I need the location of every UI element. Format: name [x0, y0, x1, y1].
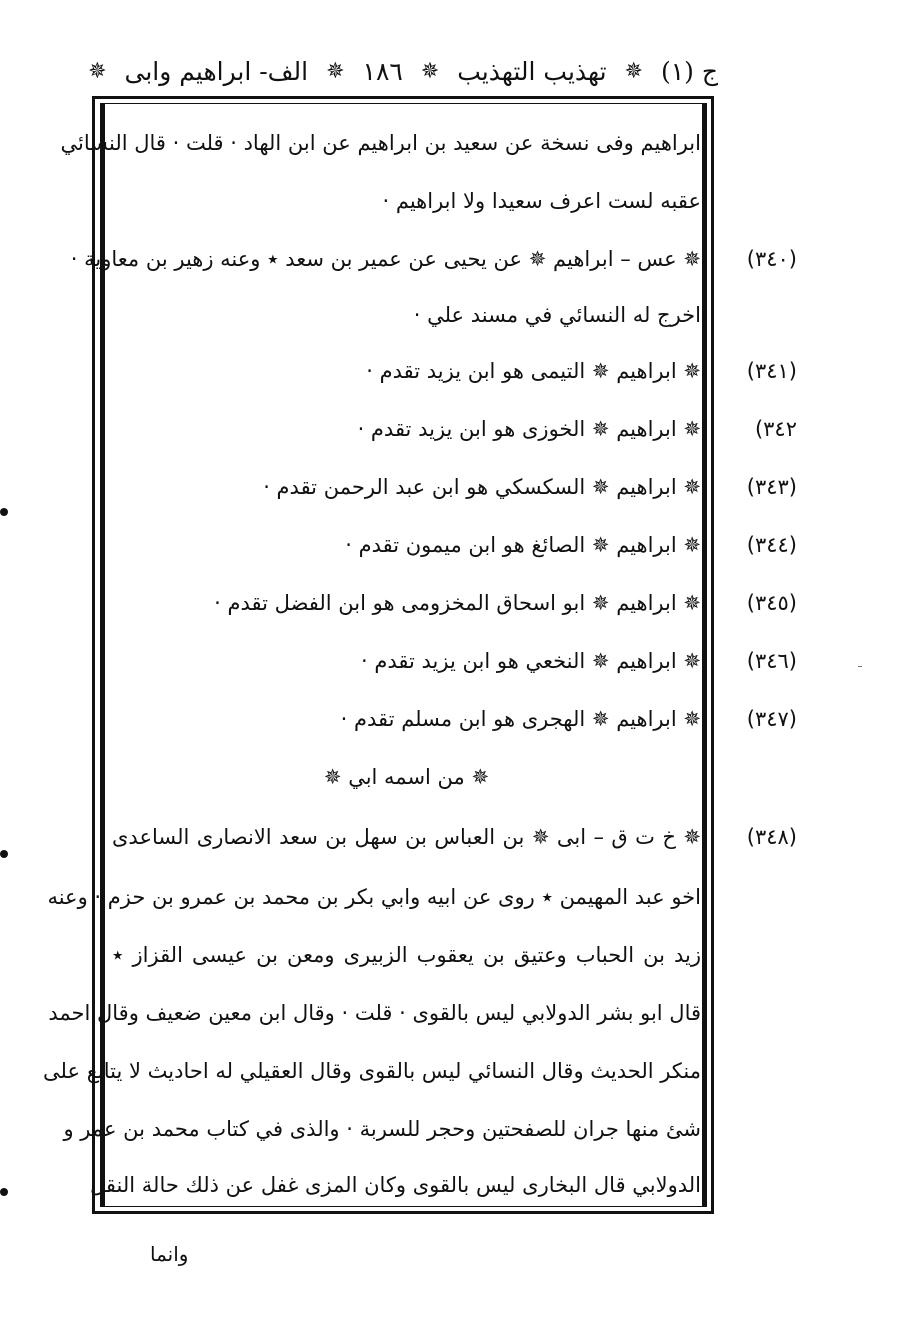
- line-text: قال ابو بشر الدولابي ليس بالقوى · قلت · وقال ابن معين ضعيف وقال احمد: [48, 1001, 701, 1025]
- star-ornament-icon: ✵: [591, 417, 610, 441]
- entry-number: (٣٤٤): [746, 533, 797, 557]
- star-ornament-icon: ✵: [683, 359, 701, 383]
- star-ornament-icon: ✵: [624, 58, 643, 84]
- star-ornament-icon: ✵: [683, 417, 701, 441]
- star-ornament-icon: ✵: [683, 825, 701, 849]
- entry-text: الصائغ هو ابن ميمون تقدم ·: [345, 533, 586, 557]
- line-text: ابراهيم وفى نسخة عن سعيد بن ابراهيم عن ابن الهاد · قلت · قال النسائي: [60, 131, 701, 155]
- section-heading-text: من اسمه ابي: [348, 765, 465, 789]
- line-text: اخرج له النسائي في مسند علي ·: [413, 303, 701, 327]
- entry-text: السكسكي هو ابن عبد الرحمن تقدم ·: [263, 475, 586, 499]
- entry-line: [214, 588, 701, 618]
- star-ornament-icon: ✵: [591, 533, 610, 557]
- entry-name: ابراهيم: [616, 591, 677, 615]
- star-ornament-icon: ✵: [88, 58, 107, 84]
- entry-number: (٣٤٥): [746, 591, 797, 615]
- catchword: وانما: [150, 1242, 189, 1266]
- line-text: منكر الحديث وقال النسائي ليس بالقوى وقال العقيلي له احاديث لا يتابع على: [43, 1059, 701, 1083]
- section-heading: [112, 762, 701, 792]
- line-text: اخو عبد المهيمن ٭ روى عن ابيه وابي بكر بن محمد بن عمرو بن حزم · وعنه: [47, 885, 701, 909]
- star-ornament-icon: ✵: [683, 707, 701, 731]
- entry-name: عس – ابراهيم: [553, 247, 677, 271]
- entry-name: ابراهيم: [616, 707, 677, 731]
- entry-number: (٣٤٧): [746, 707, 797, 731]
- entry-line: [341, 704, 701, 734]
- star-ornament-icon: ✵: [683, 533, 701, 557]
- entry-line: [112, 822, 701, 852]
- text-line: [112, 940, 701, 970]
- margin-dot: [0, 1188, 8, 1196]
- star-ornament-icon: ✵: [326, 58, 345, 84]
- margin-mark: [858, 666, 862, 667]
- line-text: عقبه لست اعرف سعيدا ولا ابراهيم ·: [382, 189, 701, 213]
- entry-line: [366, 356, 701, 386]
- header-title: تهذيب التهذيب: [457, 56, 607, 86]
- entry-number: (٣٤١): [746, 359, 797, 383]
- entry-text: بن العباس بن سهل بن سعد الانصارى الساعدى: [112, 825, 525, 849]
- entry-line: [70, 244, 701, 274]
- star-ornament-icon: ✵: [591, 707, 610, 731]
- text-line: [60, 128, 701, 158]
- entry-number: ٣٤٢): [754, 417, 797, 441]
- text-line: [90, 1170, 701, 1200]
- entry-line: [263, 472, 701, 502]
- text-line: [414, 300, 701, 330]
- line-text: زيد بن الحباب وعتيق بن يعقوب الزبيرى ومعن بن عيسى القزاز ٭: [112, 943, 701, 967]
- text-line: [43, 1056, 701, 1086]
- entry-text: الهجرى هو ابن مسلم تقدم ·: [340, 707, 586, 731]
- entry-text: النخعي هو ابن يزيد تقدم ·: [361, 649, 586, 673]
- header-volume: ج (۱): [660, 56, 718, 86]
- page-header: [88, 50, 718, 92]
- entry-line: [361, 646, 701, 676]
- star-ornament-icon: ✵: [683, 247, 701, 271]
- line-text: الدولابي قال البخارى ليس بالقوى وكان المزى غفل عن ذلك حالة النقل: [90, 1173, 701, 1197]
- entry-name: ابراهيم: [616, 533, 677, 557]
- margin-dot: [0, 850, 8, 858]
- text-line: [47, 882, 701, 912]
- entry-text: التيمى هو ابن يزيد تقدم ·: [366, 359, 586, 383]
- text-line: [63, 1114, 701, 1144]
- entry-name: ابراهيم: [616, 475, 677, 499]
- entry-line: [345, 530, 701, 560]
- entry-text: عن يحيى عن عمير بن سعد ٭ وعنه زهير بن معاوية ·: [70, 247, 523, 271]
- star-ornament-icon: ✵: [420, 58, 440, 84]
- star-ornament-icon: ✵: [683, 591, 701, 615]
- entry-name: خ ت ق – ابى: [556, 825, 676, 849]
- entry-name: ابراهيم: [616, 359, 677, 383]
- entry-number: (٣٤٦): [746, 649, 797, 673]
- star-ornament-icon: ✵: [683, 649, 701, 673]
- header-section: الف- ابراهيم وابى: [124, 56, 309, 86]
- entry-name: ابراهيم: [616, 649, 677, 673]
- margin-dot: [0, 508, 8, 516]
- star-ornament-icon: ✵: [591, 475, 610, 499]
- text-line: [383, 186, 701, 216]
- star-ornament-icon: ✵: [683, 475, 701, 499]
- star-ornament-icon: ✵: [591, 591, 610, 615]
- header-page-number: ١٨٦: [362, 56, 403, 86]
- entry-name: ابراهيم: [616, 417, 677, 441]
- entry-number: (٣٤٣): [746, 475, 797, 499]
- entry-number: (٣٤٠): [746, 247, 797, 271]
- entry-text: ابو اسحاق المخزومى هو ابن الفضل تقدم ·: [214, 591, 586, 615]
- line-text: شئ منها جران للصفحتين وحجر للسربة · والذى في كتاب محمد بن عمر و: [63, 1117, 701, 1141]
- entry-text: الخوزى هو ابن يزيد تقدم ·: [357, 417, 586, 441]
- star-ornament-icon: ✵: [531, 825, 550, 849]
- entry-number: (٣٤٨): [746, 825, 797, 849]
- star-ornament-icon: ✵: [591, 649, 610, 673]
- star-ornament-icon: ✵: [528, 247, 547, 271]
- entry-line: [358, 414, 701, 444]
- star-ornament-icon: ✵: [471, 765, 490, 789]
- star-ornament-icon: ✵: [591, 359, 610, 383]
- text-line: [48, 998, 701, 1028]
- star-ornament-icon: ✵: [323, 765, 342, 789]
